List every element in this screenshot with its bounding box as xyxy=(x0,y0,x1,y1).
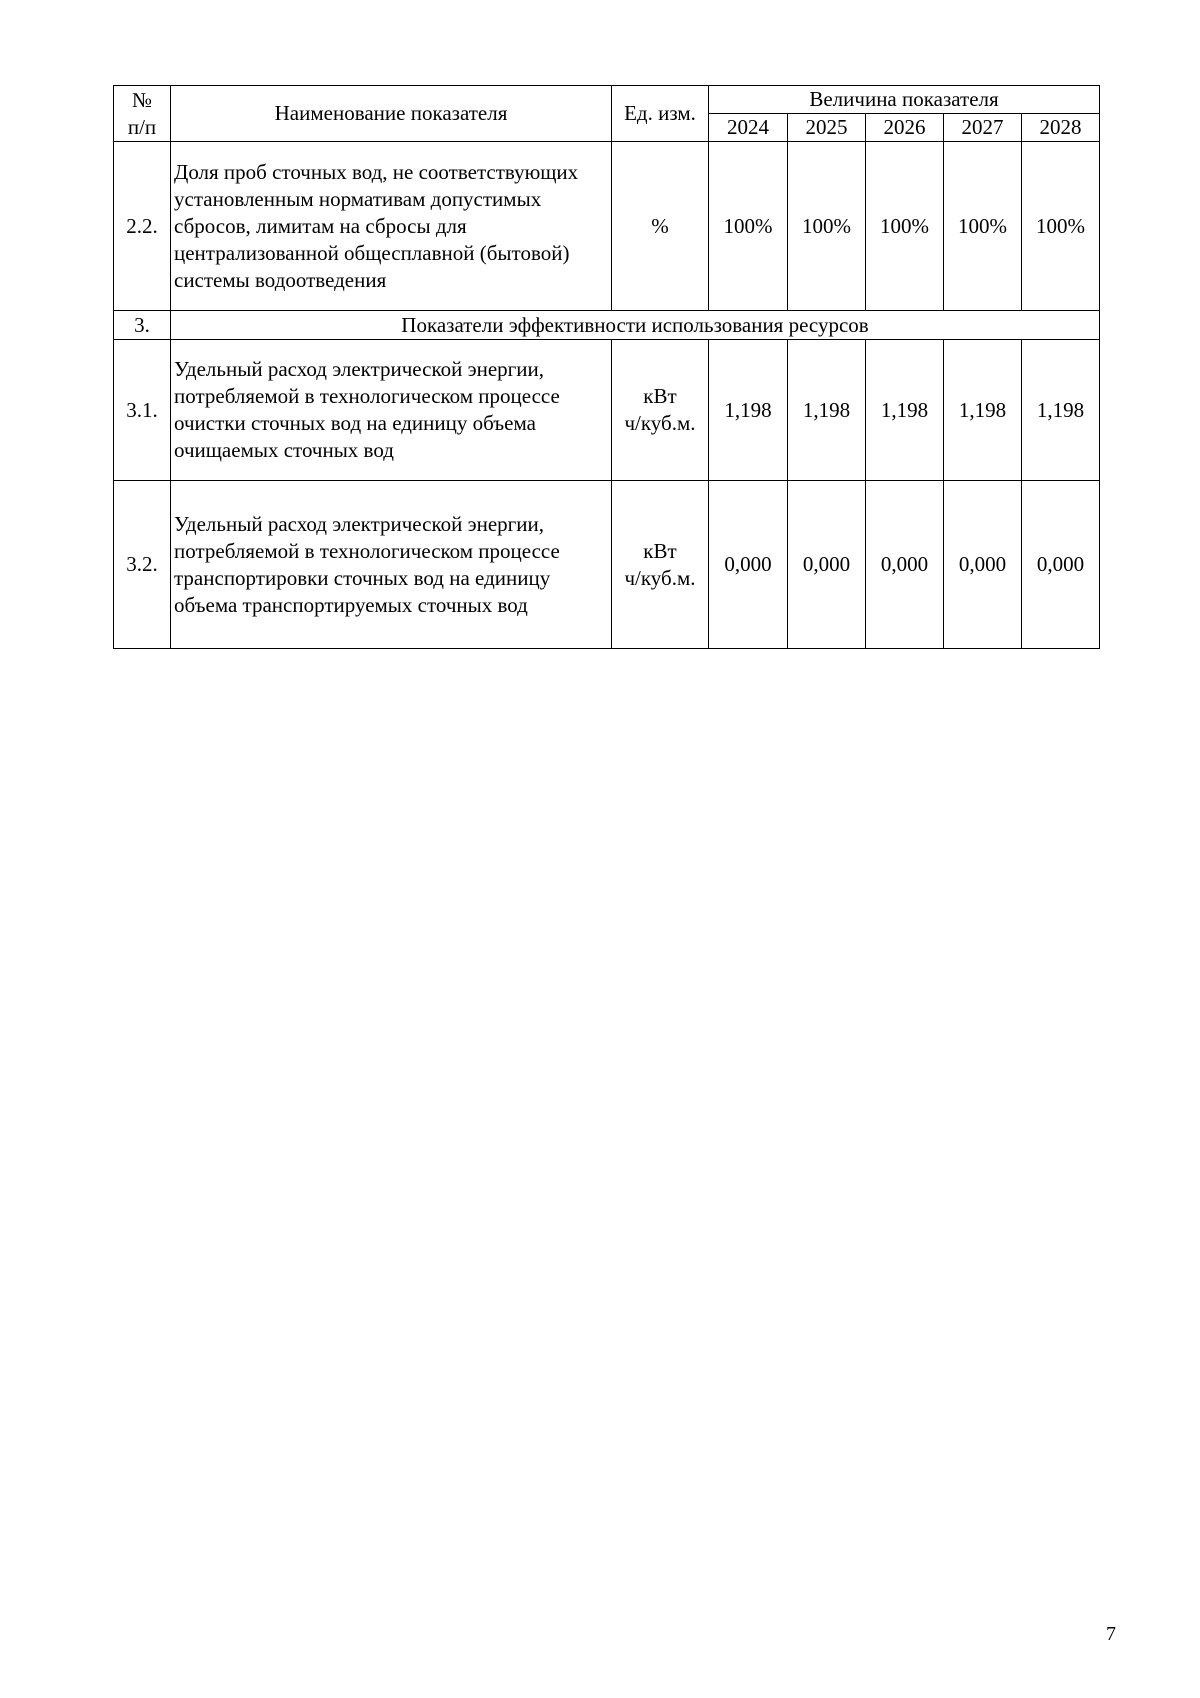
row-value-cell: 1,198 xyxy=(709,340,788,481)
row-number-cell: 3.1. xyxy=(114,340,171,481)
row-name-cell: Удельный расход электрической энергии, потребляемой в технологическом процессе очистки сточных вод на единицу объема очищаемых сточных вод xyxy=(171,340,612,481)
row-unit-cell xyxy=(612,340,709,481)
header-unit-cell: Ед. изм. xyxy=(612,86,709,142)
row-value-cell: 0,000 xyxy=(1022,481,1100,649)
row-value-cell: 0,000 xyxy=(788,481,866,649)
row-unit-line2: ч/куб.м. xyxy=(624,411,696,435)
row-unit-line1: кВт xyxy=(643,538,677,563)
header-number-abbrev: п/п xyxy=(127,114,157,139)
row-unit-line2: ч/куб.м. xyxy=(624,565,696,590)
header-year-cell: 2026 xyxy=(866,114,944,142)
row-value-cell: 100% xyxy=(866,142,944,311)
header-name-cell: Наименование показателя xyxy=(171,86,612,142)
row-number-cell: 3.2. xyxy=(114,481,171,649)
header-year-cell: 2025 xyxy=(788,114,866,142)
row-value-cell: 0,000 xyxy=(709,481,788,649)
row-value-cell: 1,198 xyxy=(1022,340,1100,481)
table-section-row xyxy=(114,311,1100,340)
header-year-cell: 2028 xyxy=(1022,114,1100,142)
row-value-cell: 1,198 xyxy=(866,340,944,481)
header-number-cell xyxy=(114,86,171,142)
indicators-table xyxy=(113,85,1100,649)
page-number: 7 xyxy=(1106,1623,1116,1645)
header-year-cell: 2024 xyxy=(709,114,788,142)
row-value-cell: 100% xyxy=(709,142,788,311)
header-value-group-cell: Величина показателя xyxy=(709,86,1100,114)
row-value-cell: 100% xyxy=(1022,142,1100,311)
row-value-cell: 1,198 xyxy=(944,340,1022,481)
row-value-cell: 100% xyxy=(788,142,866,311)
header-number-symbol: № xyxy=(131,87,153,112)
row-unit-cell xyxy=(612,142,709,311)
row-value-cell: 0,000 xyxy=(866,481,944,649)
row-number-cell: 2.2. xyxy=(114,142,171,311)
table-row xyxy=(114,142,1100,311)
section-title-cell: Показатели эффективности использования ресурсов xyxy=(171,311,1100,340)
row-value-cell: 100% xyxy=(944,142,1022,311)
table-row xyxy=(114,340,1100,481)
table-row xyxy=(114,481,1100,649)
header-year-cell: 2027 xyxy=(944,114,1022,142)
row-unit-text: % xyxy=(651,213,669,238)
section-number-cell: 3. xyxy=(114,311,171,340)
row-unit-cell xyxy=(612,481,709,649)
row-name-cell: Доля проб сточных вод, не соответствующих установленным нормативам допустимых сбросов, лимитам на сбросы для централизованной общесплавной (бытовой) системы водоотведения xyxy=(171,142,612,311)
row-value-cell: 0,000 xyxy=(944,481,1022,649)
table-header-row xyxy=(114,86,1100,114)
row-name-cell: Удельный расход электрической энергии, потребляемой в технологическом процессе транспортировки сточных вод на единицу объема транспортируемых сточных вод xyxy=(171,481,612,649)
row-unit-line1: кВт xyxy=(643,384,677,408)
row-value-cell: 1,198 xyxy=(788,340,866,481)
